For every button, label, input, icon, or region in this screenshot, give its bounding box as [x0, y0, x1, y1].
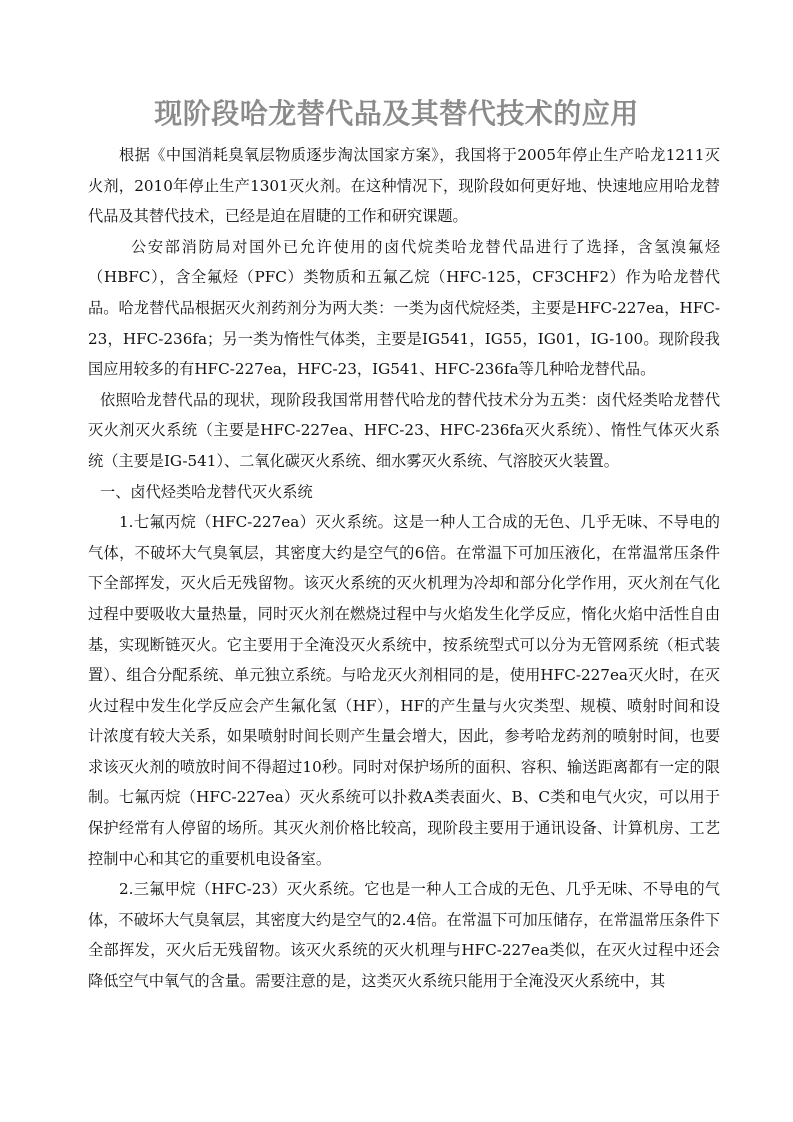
paragraph-technology-categories: 依照哈龙替代品的现状，现阶段我国常用替代哈龙的替代技术分为五类：卤代烃类哈龙替代灭火剂灭火系统（主要是HFC-227ea、HFC-23、HFC-236fa灭火系统）、惰性气体灭火系统（主要是IG-541）、二氧化碳灭火系统、细水雾灭火系统、气溶胶灭火装置。 [88, 390, 720, 470]
paragraph-substitutes-selection: 公安部消防局对国外已允许使用的卤代烷类哈龙替代品进行了选择，含氢溴氟烃（HBFC），含全氟烃（PFC）类物质和五氟乙烷（HFC-125，CF3CHF2）作为哈龙替代品。哈龙替代品根据灭火剂药剂分为两大类：一类为卤代烷烃类，主要是HFC-227ea，HFC-23，HFC-236fa；另一类为惰性气体类，主要是IG541，IG55，IG01，IG-100。现阶段我国应用较多的有HFC-227ea，HFC-23，IG541、HFC-236fa等几种哈龙替代品。 [88, 237, 720, 379]
section-heading-halocarbon: 一、卤代烃类哈龙替代灭火系统 [100, 482, 313, 501]
paragraph-hfc-23: 2.三氟甲烷（HFC-23）灭火系统。它也是一种人工合成的无色、几乎无味、不导电的气体，不破坏大气臭氧层，其密度大约是空气的2.4倍。在常温下可加压储存，在常温常压条件下全部挥发，灭火后无残留物。该灭火系统的灭火机理与HFC-227ea类似，在灭火过程中还会降低空气中氧气的含量。需要注意的是，这类灭火系统只能用于全淹没灭火系统中，其 [88, 880, 720, 991]
document-title: 现阶段哈龙替代品及其替代技术的应用 [154, 97, 639, 130]
document-body [88, 140, 720, 997]
paragraph-intro: 根据《中国消耗臭氧层物质逐步淘汰国家方案》，我国将于2005年停止生产哈龙1211灭火剂，2010年停止生产1301灭火剂。在这种情况下，现阶段如何更好地、快速地应用哈龙替代品及其替代技术，已经是迫在眉睫的工作和研究课题。 [88, 146, 720, 226]
paragraph-hfc-227ea: 1.七氟丙烷（HFC-227ea）灭火系统。这是一种人工合成的无色、几乎无味、不导电的气体，不破坏大气臭氧层，其密度大约是空气的6倍。在常温下可加压液化，在常温常压条件下全部挥发，灭火后无残留物。该灭火系统的灭火机理为冷却和部分化学作用，灭火剂在气化过程中要吸收大量热量，同时灭火剂在燃烧过程中与火焰发生化学反应，惰化火焰中活性自由基，实现断链灭火。它主要用于全淹没灭火系统中，按系统型式可以分为无管网系统（柜式装置）、组合分配系统、单元独立系统。与哈龙灭火剂相同的是，使用HFC-227ea灭火时，在灭火过程中发生化学反应会产生氟化氢（HF），HF的产生量与火灾类型、规模、喷射时间和设计浓度有较大关系，如果喷射时间长则产生量会增大，因此，参考哈龙药剂的喷射时间，也要求该灭火剂的喷放时间不得超过10秒。同时对保护场所的面积、容积、输送距离都有一定的限制。七氟丙烷（HFC-227ea）灭火系统可以扑救A类表面火、B、C类和电气火灾，可以用于保护经常有人停留的场所。其灭火剂价格比较高，现阶段主要用于通讯设备、计算机房、工艺控制中心和其它的重要机电设备室。 [88, 513, 720, 868]
